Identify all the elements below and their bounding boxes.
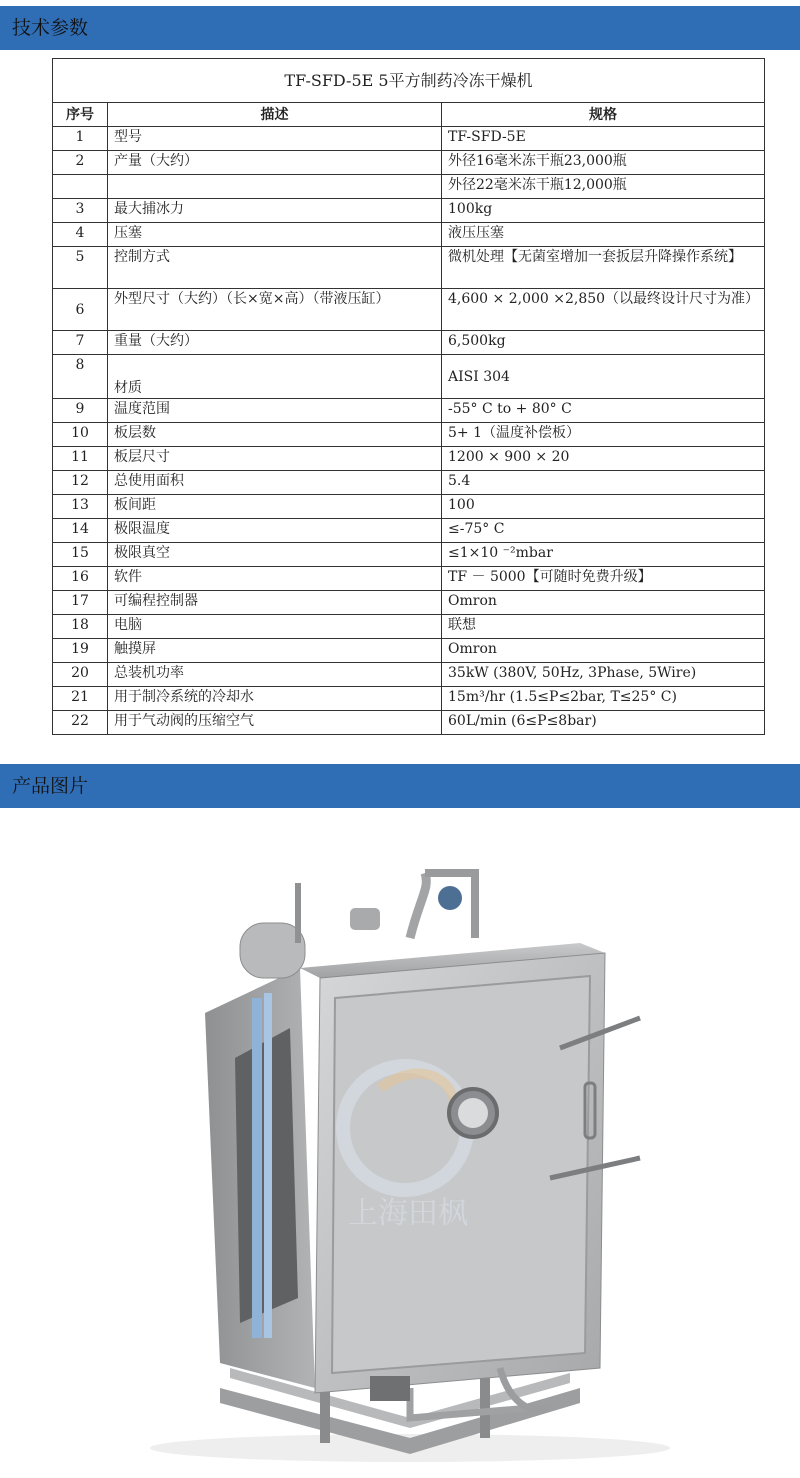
table-row: [53, 399, 765, 423]
cell-description: 材质: [108, 355, 442, 399]
cell-specification: 6,500kg: [442, 331, 765, 355]
cell-specification: ≤1×10 ⁻²mbar: [442, 543, 765, 567]
cell-specification: TF-SFD-5E: [442, 127, 765, 151]
table-row: [53, 591, 765, 615]
cell-description: 重量（大约）: [108, 331, 442, 355]
table-row: [53, 663, 765, 687]
freeze-dryer-illustration: [80, 828, 720, 1468]
cell-number: 22: [53, 711, 108, 735]
cell-specification: Omron: [442, 639, 765, 663]
cell-description: 极限真空: [108, 543, 442, 567]
table-row: [53, 127, 765, 151]
cell-number: 3: [53, 199, 108, 223]
table-row: [53, 423, 765, 447]
cell-number: 10: [53, 423, 108, 447]
cell-specification: 液压压塞: [442, 223, 765, 247]
cell-description: 用于制冷系统的冷却水: [108, 687, 442, 711]
column-header-spec: 规格: [442, 103, 765, 127]
table-row: [53, 687, 765, 711]
cell-number: 7: [53, 331, 108, 355]
table-header-row: [53, 103, 765, 127]
section-header-tech-params: [0, 6, 800, 50]
cell-number: 8: [53, 355, 108, 399]
product-photo: [80, 828, 720, 1468]
cell-description: 总使用面积: [108, 471, 442, 495]
cell-specification: 15m³/hr (1.5≤P≤2bar, T≤25° C): [442, 687, 765, 711]
cell-number: 14: [53, 519, 108, 543]
cell-number: 16: [53, 567, 108, 591]
cell-specification: Omron: [442, 591, 765, 615]
svg-text:上海田枫: 上海田枫: [348, 1196, 468, 1231]
cell-description: [108, 175, 442, 199]
table-row: [53, 247, 765, 289]
table-row: [53, 175, 765, 199]
cell-specification: 5.4: [442, 471, 765, 495]
cell-description: 最大捕冰力: [108, 199, 442, 223]
column-header-no: 序号: [53, 103, 108, 127]
table-row: [53, 331, 765, 355]
cell-specification: TF － 5000【可随时免费升级】: [442, 567, 765, 591]
cell-specification: 外径22毫米冻干瓶12,000瓶: [442, 175, 765, 199]
cell-specification: 1200 × 900 × 20: [442, 447, 765, 471]
cell-specification: 100: [442, 495, 765, 519]
table-row: [53, 711, 765, 735]
cell-description: 板间距: [108, 495, 442, 519]
cell-specification: -55° C to + 80° C: [442, 399, 765, 423]
cell-description: 软件: [108, 567, 442, 591]
cell-number: 2: [53, 151, 108, 175]
table-row: [53, 543, 765, 567]
cell-description: 板层数: [108, 423, 442, 447]
cell-description: 控制方式: [108, 247, 442, 289]
cell-number: 11: [53, 447, 108, 471]
cell-number: 20: [53, 663, 108, 687]
table-row: [53, 519, 765, 543]
table-row: [53, 355, 765, 399]
table-row: [53, 639, 765, 663]
cell-specification: 4,600 × 2,000 ×2,850（以最终设计尺寸为准）: [442, 289, 765, 331]
cell-description: 压塞: [108, 223, 442, 247]
cell-number: 6: [53, 289, 108, 331]
cell-number: [53, 175, 108, 199]
cell-description: 用于气动阀的压缩空气: [108, 711, 442, 735]
spec-table: [52, 58, 765, 735]
cell-specification: 5+ 1（温度补偿板）: [442, 423, 765, 447]
cell-description: 电脑: [108, 615, 442, 639]
section-title: 产品图片: [12, 775, 89, 797]
cell-description: 外型尺寸（大约）（长×宽×高）（带液压缸）: [108, 289, 442, 331]
cell-number: 4: [53, 223, 108, 247]
cell-specification: 35kW (380V, 50Hz, 3Phase, 5Wire): [442, 663, 765, 687]
cell-number: 15: [53, 543, 108, 567]
section-title: 技术参数: [12, 17, 89, 39]
cell-number: 12: [53, 471, 108, 495]
table-row: [53, 567, 765, 591]
table-row: [53, 447, 765, 471]
cell-specification: 联想: [442, 615, 765, 639]
cell-specification: AISI 304: [442, 355, 765, 399]
cell-number: 9: [53, 399, 108, 423]
table-title: TF-SFD-5E 5平方制药冷冻干燥机: [53, 59, 765, 103]
cell-description: 可编程控制器: [108, 591, 442, 615]
cell-description: 型号: [108, 127, 442, 151]
cell-number: 13: [53, 495, 108, 519]
cell-description: 总装机功率: [108, 663, 442, 687]
column-header-desc: 描述: [108, 103, 442, 127]
cell-specification: 微机处理【无菌室增加一套扳层升降操作系统】: [442, 247, 765, 289]
cell-specification: 外径16毫米冻干瓶23,000瓶: [442, 151, 765, 175]
table-row: [53, 223, 765, 247]
cell-description: 板层尺寸: [108, 447, 442, 471]
cell-specification: 60L/min (6≤P≤8bar): [442, 711, 765, 735]
cell-number: 17: [53, 591, 108, 615]
cell-number: 19: [53, 639, 108, 663]
cell-description: 极限温度: [108, 519, 442, 543]
cell-specification: 100kg: [442, 199, 765, 223]
table-row: [53, 471, 765, 495]
cell-number: 1: [53, 127, 108, 151]
cell-specification: ≤-75° C: [442, 519, 765, 543]
table-row: [53, 615, 765, 639]
cell-description: 温度范围: [108, 399, 442, 423]
section-header-product-photo: [0, 764, 800, 808]
cell-description: 产量（大约）: [108, 151, 442, 175]
cell-description: 触摸屏: [108, 639, 442, 663]
cell-number: 18: [53, 615, 108, 639]
cell-number: 5: [53, 247, 108, 289]
table-row: [53, 289, 765, 331]
cell-number: 21: [53, 687, 108, 711]
table-row: [53, 495, 765, 519]
table-row: [53, 151, 765, 175]
table-row: [53, 199, 765, 223]
